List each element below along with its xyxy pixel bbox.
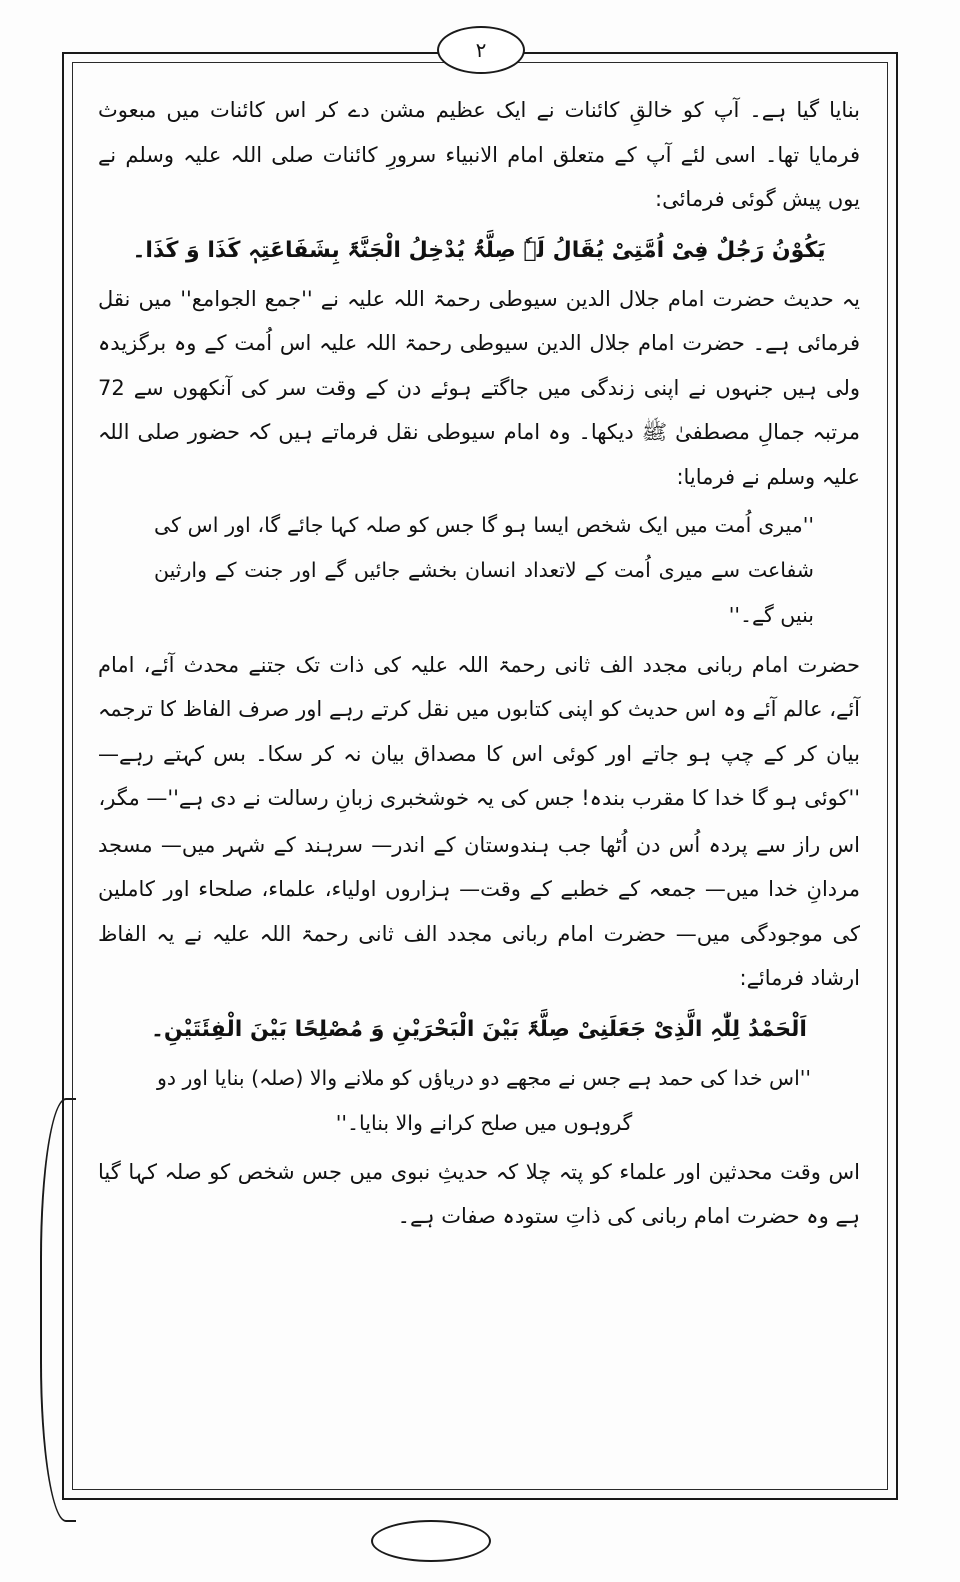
paragraph-5: حضرت امام ربانی مجدد الف ثانی رحمۃ اللہ علیہ کی ذات تک جتنے محدث آئے، امام آئے، عالم آئے وہ اس حدیث کو اپنی کتابوں میں نقل کرتے رہے اور صرف الفاظ کا ترجمہ بیان کر کے چپ ہو جاتے اور کوئی اس کا مصداق بیان نہ کر سکا۔ بس کہتے رہے— ''کوئی ہو گا خدا کا مقرب بندہ! جس کی یہ خوشخبری زبانِ رسالت نے دی ہے''— مگر، <box>98 652 860 811</box>
arabic-quote-2: اَلْحَمْدُ لِلّٰہِ الَّذِیْ جَعَلَنِیْ صِلَّۃَ بَیْنَ الْبَحْرَیْنِ وَ مُصْلِحًا بَیْنَ الْفِئَتَیْنِ۔ <box>151 1016 807 1042</box>
paragraph-1: بنایا گیا ہے۔ آپ کو خالقِ کائنات نے ایک عظیم مشن دے کر اس کائنات میں مبعوث فرمایا تھا۔ اسی لئے آپ کے متعلق امام الانبیاء سرورِ کائنات صلی اللہ علیہ وسلم نے یوں پیش گوئی فرمائی: <box>98 98 860 212</box>
spine-ornament <box>40 1098 76 1522</box>
page-number-badge <box>437 26 525 74</box>
page-body-text <box>86 80 872 1476</box>
hadith-arabic-1: یَکُوْنُ رَجُلٌ فِیْ اُمَّتِیْ یُقَالُ لَہٗ صِلَّۃُ یُدْخِلُ الْجَنَّۃَ بِشَفَاعَتِہٖ کَذَا وَ کَذَا۔ <box>132 237 826 263</box>
quotation-translation-1: ''میری اُمت میں ایک شخص ایسا ہو گا جس کو صلہ کہا جائے گا، اور اس کی شفاعت سے میری اُمت کے لاتعداد انسان بخشے جائیں گے اور جنت کے وارثین بنیں گے۔'' <box>154 513 814 628</box>
page-number: ۲ <box>475 38 487 62</box>
bottom-oval-ornament <box>371 1520 491 1562</box>
paragraph-6: اس راز سے پردہ اُس دن اُٹھا جب ہندوستان کے اندر— سرہند کے شہر میں— مسجد مردانِ خدا میں— جمعہ کے خطبے کے وقت— ہزاروں اولیاء، علماء، صلحاء اور کاملین کی موجودگی میں— حضرت امام ربانی مجدد الف ثانی رحمۃ اللہ علیہ نے یہ الفاظ ارشاد فرمائے: <box>98 832 860 991</box>
paragraph-9: اس وقت محدثین اور علماء کو پتہ چلا کہ حدیثِ نبوی میں جس شخص کو صلہ کہا گیا ہے وہ حضرت امام ربانی کی ذاتِ ستودہ صفات ہے۔ <box>98 1159 860 1229</box>
quotation-translation-2: ''اس خدا کی حمد ہے جس نے مجھے دو دریاؤں کو ملانے والا (صلہ) بنایا اور دو گروہوں میں صلح کرانے والا بنایا۔'' <box>156 1065 812 1135</box>
paragraph-3: یہ حدیث حضرت امام جلال الدین سیوطی رحمۃ اللہ علیہ نے ''جمع الجوامع'' میں نقل فرمائی ہے۔ حضرت امام جلال الدین سیوطی رحمۃ اللہ علیہ اس اُمت کے وہ برگزیدہ ولی ہیں جنہوں نے اپنی زندگی میں جاگتے ہوئے دن کے وقت سر کی آنکھوں سے 72 مرتبہ جمالِ مصطفیٰ ﷺ دیکھا۔ وہ امام سیوطی نقل فرماتے ہیں کہ حضور صلی اللہ علیہ وسلم نے فرمایا: <box>98 286 860 489</box>
